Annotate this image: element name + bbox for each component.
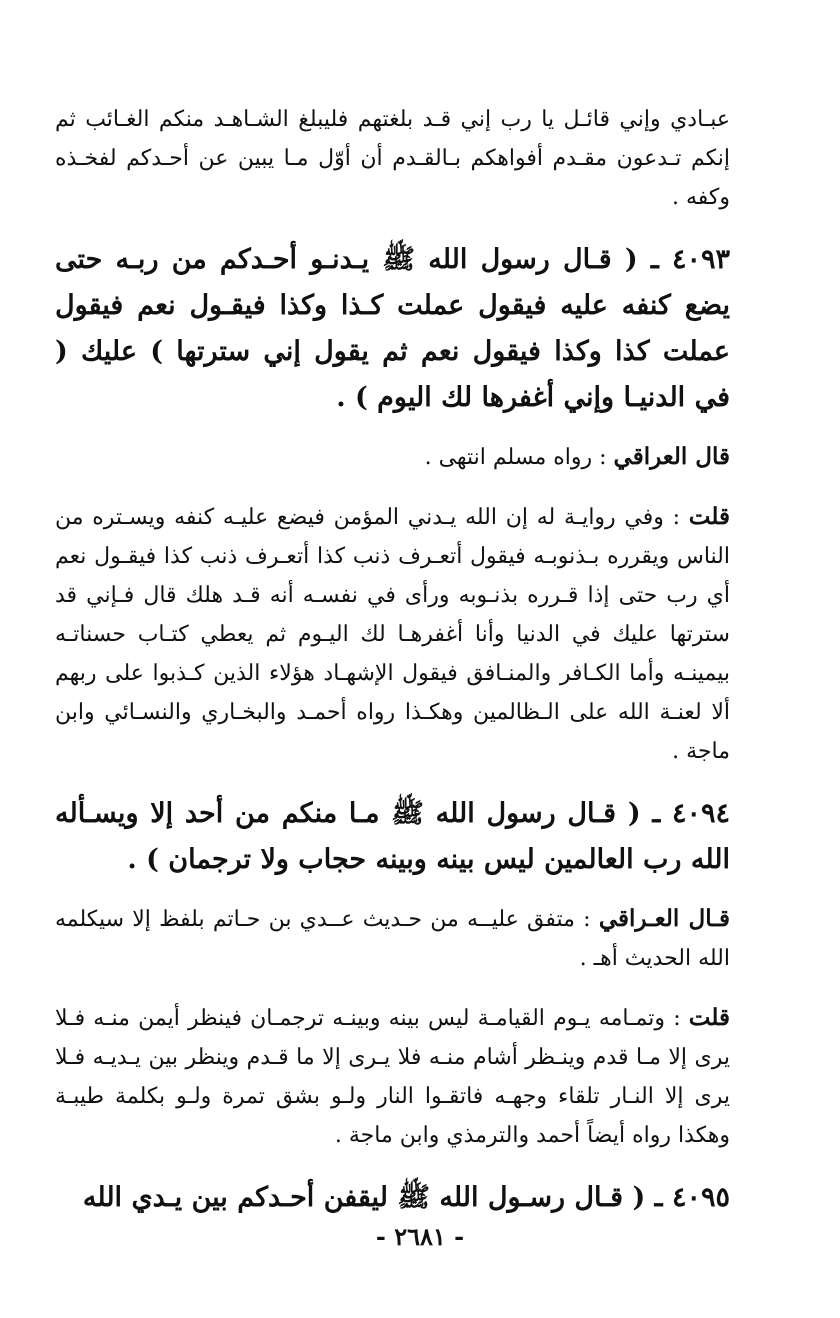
hadith-number: ٤٠٩٥ [671,1182,730,1213]
hadith-4093 [55,237,730,421]
commentary-lead: قلت [688,503,730,530]
commentary-qultu-4094 [55,998,730,1155]
hadith-4094 [55,791,730,883]
hadith-text: ـ ( قـال رسول الله ﷺ مـا منكم من أحد إلا ويسـأله الله رب العالمين ليس بينه وبينه حجاب ولا ترجمان ) . [55,798,730,875]
commentary-text: : وفي روايـة له إن الله يـدني المؤمن فيضع عليـه كنفه ويسـتره من الناس ويقرره بـذنوبـه فيقول أتعـرف ذنب كذا أتعـرف ذنب كذا فيقـول نعم أي رب حتى إذا قـرره بذنـوبه ورأى في نفسـه أنه قـد هلك قال فـإني قد سترتها عليك في الدنيا وأنا أغفرهـا لك اليـوم ثم يعطي كتـاب حسناتـه بيمينـه وأما الكـافر والمنـافق فيقول الإشهـاد هؤلاء الذين كـذبوا على ربهم ألا لعنـة الله على الـظالمين وهكـذا رواه أحمـد والبخـاري والنسـائي وابن ماجة . [55,505,730,764]
commentary-text: : متفق عليــه من حـديث عــدي بن حـاتم بلفظ إلا سيكلمه الله الحديث أهـ . [55,907,730,971]
hadith-text: ـ ( قـال رسول الله ﷺ يـدنـو أحـدكم من ربـه حتى يضع كنفه عليه فيقول عملت كـذا وكذا فيقـول نعم فيقول عملت كذا وكذا فيقول نعم ثم يقول إني سترتها ) عليك ( في الدنيـا وإني أغفرها لك اليوم ) . [55,244,730,413]
commentary-lead: قال العراقي [613,443,730,470]
commentary-text: : وتمـامه يـوم القيامـة ليس بينه وبينـه ترجمـان فينظر أيمن منـه فـلا يرى إلا مـا قدم وينـظر أشام منـه فلا يـرى إلا ما قـدم وينظر بين يـديـه فـلا يرى إلا النـار تلقاء وجهـه فاتقـوا النار ولـو بشق تمرة ولـو بكلمة طيبـة وهكذا رواه أيضاً أحمد والترمذي وابن ماجة . [55,1006,730,1148]
hadith-text: ـ ( قـال رسـول الله ﷺ ليقفن أحـدكم بين يـدي الله [82,1182,672,1213]
continuation-paragraph [55,100,730,217]
page-body [55,100,730,1270]
continuation-text: عبـادي وإني قائـل يا رب إني قـد بلغتهم فليبلغ الشـاهـد منكم الغـائب ثم إنكم تـدعون مقـدم أفواهكم بـالقـدم أن أوّل مـا يبين عن أحـدكم لفخـذه وكفه . [55,107,730,210]
commentary-iraqi-4093 [55,437,730,477]
commentary-lead: قلت [688,1004,730,1031]
hadith-number: ٤٠٩٤ [671,798,730,829]
commentary-qultu-4093 [55,497,730,771]
commentary-text: : رواه مسلم انتهى . [424,445,614,470]
page-number: - ٢٦٨١ - [375,1222,465,1251]
hadith-4095 [55,1175,730,1221]
commentary-lead: قـال العـراقي [598,905,730,932]
commentary-iraqi-4094 [55,899,730,978]
hadith-number: ٤٠٩٣ [671,244,730,275]
